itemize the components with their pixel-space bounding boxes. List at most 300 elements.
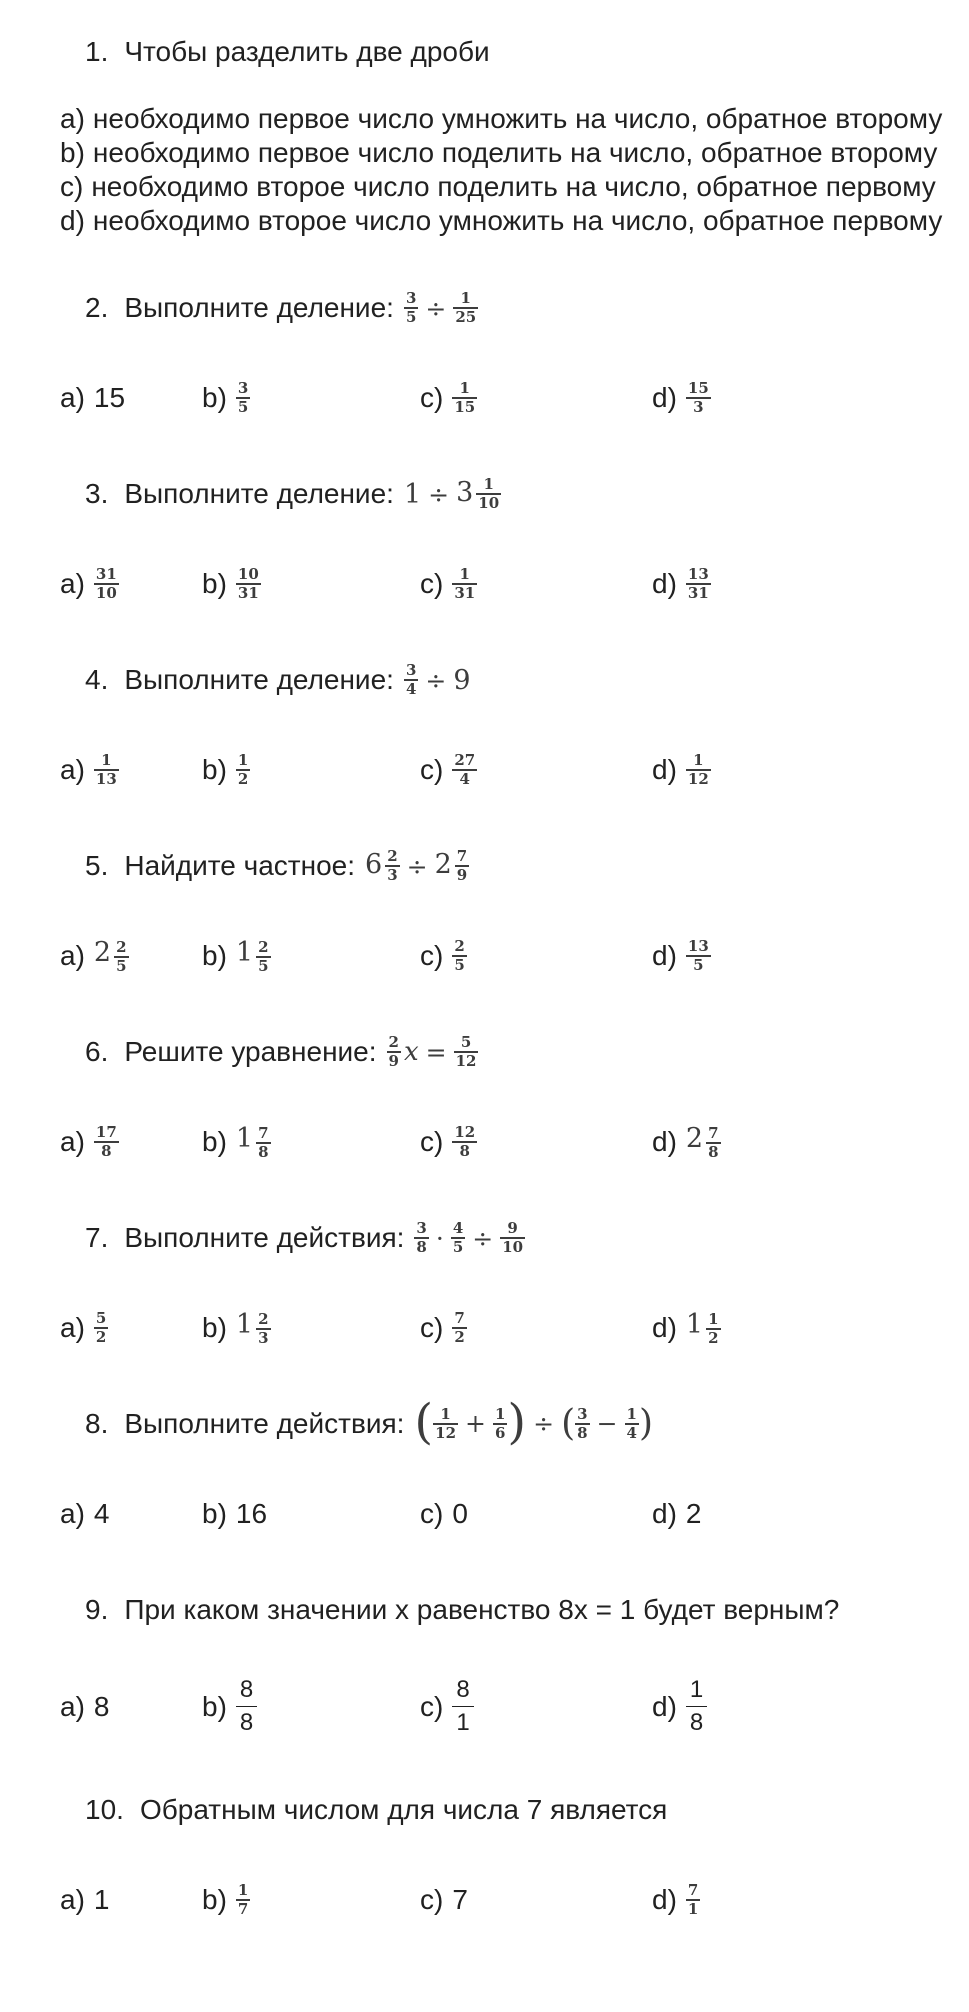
option-content <box>94 1310 108 1347</box>
question-title <box>85 1786 949 1834</box>
fraction-numerator: 1 <box>237 750 249 769</box>
fraction-numerator: 27 <box>454 750 476 769</box>
option-content <box>452 1884 468 1916</box>
option-label: b) <box>202 1883 227 1915</box>
fraction <box>575 1406 589 1443</box>
option-label: d) <box>652 1498 677 1529</box>
math-paren: ) <box>638 1402 654 1444</box>
fraction-numerator: 3 <box>577 1404 588 1423</box>
math-expression <box>365 848 469 885</box>
option-content <box>236 1882 250 1919</box>
question-prompt: Обратным числом для числа 7 является <box>139 1793 668 1825</box>
option-label: a) <box>60 754 85 785</box>
option-label: b) <box>202 382 227 413</box>
option-text: 2 <box>685 1498 702 1529</box>
fraction <box>455 848 469 885</box>
option-a <box>60 382 202 414</box>
option-d <box>652 1498 949 1530</box>
fraction <box>236 1674 257 1740</box>
fraction-numerator: 7 <box>258 1123 269 1142</box>
option-d <box>652 380 949 417</box>
option-text: 0 <box>452 1498 468 1529</box>
fraction <box>236 1882 250 1919</box>
question-number: 2. <box>85 292 109 323</box>
fraction <box>625 1406 639 1443</box>
option-content <box>236 1674 257 1740</box>
fraction <box>114 939 128 976</box>
math-operator: ÷ <box>533 1409 555 1439</box>
mixed-whole: 2 <box>434 849 452 881</box>
mixed-whole: 6 <box>365 849 383 881</box>
fraction-denominator: 4 <box>626 1423 637 1442</box>
math-operator: ÷ <box>472 1223 494 1253</box>
option-text: 4 <box>93 1498 110 1529</box>
fraction-denominator: 2 <box>95 1328 107 1346</box>
fraction-denominator: 8 <box>708 1142 719 1161</box>
fraction-numerator: 2 <box>388 1032 399 1051</box>
question-10 <box>60 1786 949 1926</box>
math-expression <box>404 290 478 327</box>
fraction-numerator: 3 <box>405 288 417 307</box>
fraction-denominator: 3 <box>258 1328 269 1347</box>
fraction <box>706 1125 720 1162</box>
option-content <box>452 380 477 417</box>
math-paren: ( <box>561 1402 576 1444</box>
fraction <box>236 380 250 417</box>
option-content <box>94 1884 110 1916</box>
options-stack <box>60 102 949 238</box>
fraction-denominator: 8 <box>577 1423 588 1442</box>
option-label: a) <box>60 1883 85 1915</box>
options-row <box>60 744 949 796</box>
fraction-numerator: 1 <box>237 1880 249 1899</box>
fraction-denominator: 4 <box>459 770 470 788</box>
option-label: d) <box>652 382 677 413</box>
math-operator: ÷ <box>406 851 428 881</box>
math-expression <box>404 476 501 513</box>
option-label: a) <box>60 939 85 971</box>
mixed-whole: 1 <box>235 1308 254 1340</box>
fraction-denominator: 31 <box>687 584 709 602</box>
fraction-denominator: 12 <box>455 1052 477 1070</box>
option-a <box>60 1310 202 1347</box>
mixed-whole: 3 <box>456 477 474 509</box>
math-operator: + <box>465 1409 486 1439</box>
math-operator: · <box>435 1223 444 1253</box>
option-content <box>452 1310 466 1347</box>
option-content <box>236 566 261 603</box>
fraction-denominator: 15 <box>454 398 476 416</box>
option-label: c) <box>420 754 444 785</box>
option-b <box>60 136 949 170</box>
option-label: a) <box>60 1312 85 1343</box>
option-content <box>94 1691 110 1723</box>
math-expression <box>414 1220 525 1257</box>
fraction-denominator: 10 <box>502 1238 524 1256</box>
option-content <box>452 1498 468 1530</box>
fraction <box>94 566 119 603</box>
fraction <box>686 1674 707 1740</box>
fraction <box>452 1310 466 1347</box>
fraction <box>433 1406 458 1443</box>
question-number: 10. <box>85 1793 124 1825</box>
question-title <box>85 656 949 704</box>
options-row <box>60 372 949 424</box>
option-content <box>686 1674 707 1740</box>
option-content <box>236 1498 267 1530</box>
fraction-numerator: 8 <box>456 1676 470 1703</box>
fraction-denominator: 7 <box>237 1899 249 1918</box>
option-b <box>202 1674 420 1740</box>
fraction <box>94 752 119 789</box>
option-content <box>686 566 711 603</box>
mixed-number <box>236 1123 271 1161</box>
math-operator: = <box>425 1037 447 1067</box>
option-content <box>93 102 942 136</box>
fraction <box>256 939 270 976</box>
fraction <box>476 476 501 513</box>
option-a <box>60 1124 202 1161</box>
fraction-numerator: 2 <box>258 937 269 956</box>
fraction-denominator: 5 <box>405 308 417 326</box>
math-operator: ÷ <box>425 293 447 323</box>
option-text: необходимо второе число поделить на число, обратное первому <box>91 171 936 202</box>
option-content <box>236 1123 271 1161</box>
option-content <box>452 1124 477 1161</box>
question-number: 8. <box>85 1408 109 1439</box>
fraction-denominator: 8 <box>416 1238 427 1256</box>
option-content <box>94 752 119 789</box>
option-label: b) <box>202 568 227 599</box>
option-content <box>236 1309 271 1347</box>
option-content <box>236 752 250 789</box>
question-8 <box>60 1393 949 1540</box>
question-3 <box>60 470 949 610</box>
option-content <box>94 382 125 414</box>
option-label: d) <box>652 568 677 599</box>
option-content <box>686 1123 721 1161</box>
mixed-whole: 1 <box>685 1308 704 1340</box>
math-variable: x <box>403 1037 419 1067</box>
fraction <box>94 1124 119 1161</box>
option-content <box>686 1882 700 1919</box>
fraction-numerator: 5 <box>460 1032 472 1051</box>
fraction-denominator: 1 <box>687 1899 699 1918</box>
options-row <box>60 1874 949 1926</box>
option-c <box>420 938 652 975</box>
fraction-denominator: 5 <box>237 398 249 416</box>
option-text: 15 <box>93 382 126 413</box>
question-title <box>85 1393 949 1450</box>
fraction-numerator: 2 <box>387 846 398 865</box>
option-label: c) <box>60 171 84 202</box>
fraction-denominator: 5 <box>454 956 465 974</box>
question-number: 5. <box>85 850 109 881</box>
fraction-numerator: 3 <box>237 378 249 397</box>
options-row <box>60 1116 949 1168</box>
option-label: d) <box>652 1311 677 1343</box>
fraction-numerator: 2 <box>258 1309 269 1328</box>
option-a <box>60 1884 202 1916</box>
option-label: d) <box>652 1690 677 1722</box>
fraction-denominator: 13 <box>95 770 117 788</box>
fraction <box>451 1220 465 1257</box>
option-label: d) <box>652 1125 677 1157</box>
question-9 <box>60 1586 949 1740</box>
options-row <box>60 1674 949 1740</box>
math-expression <box>414 1393 654 1450</box>
fraction-numerator: 3 <box>405 660 417 679</box>
option-label: d) <box>652 940 677 971</box>
question-5 <box>60 842 949 982</box>
question-prompt: Выполните действия: <box>124 1222 405 1253</box>
option-c <box>420 1674 652 1740</box>
question-title <box>85 28 949 76</box>
options-row <box>60 930 949 982</box>
option-label: c) <box>420 1883 444 1915</box>
fraction-denominator: 31 <box>454 584 476 602</box>
option-content <box>236 937 271 975</box>
mixed-whole: 2 <box>685 1122 704 1154</box>
option-label: d) <box>652 1883 677 1915</box>
option-content <box>452 1674 473 1740</box>
option-c <box>420 1884 652 1916</box>
question-prompt: Выполните деление: <box>124 292 394 323</box>
option-b <box>202 566 420 603</box>
fraction <box>493 1406 507 1443</box>
fraction <box>686 938 711 975</box>
option-content <box>452 938 466 975</box>
option-b <box>202 1498 420 1530</box>
question-prompt: Выполните деление: <box>124 478 394 509</box>
option-label: b) <box>202 1125 227 1157</box>
fraction <box>404 290 418 327</box>
option-content <box>93 136 937 170</box>
fraction-numerator: 1 <box>689 1676 704 1703</box>
question-number: 7. <box>85 1222 109 1253</box>
option-label: c) <box>420 1126 444 1157</box>
fraction <box>453 290 478 327</box>
question-4 <box>60 656 949 796</box>
fraction <box>454 1034 479 1071</box>
fraction-numerator: 13 <box>687 936 709 955</box>
question-prompt: Решите уравнение: <box>124 1036 377 1067</box>
fraction-numerator: 10 <box>237 564 259 583</box>
option-d <box>652 1674 949 1740</box>
option-content <box>94 1498 110 1530</box>
question-7 <box>60 1214 949 1354</box>
fraction <box>452 566 477 603</box>
fraction-denominator: 25 <box>455 308 477 326</box>
option-label: c) <box>420 568 444 599</box>
math-expression <box>404 662 471 699</box>
option-label: b) <box>202 1498 227 1529</box>
mixed-whole: 1 <box>235 936 254 968</box>
question-2 <box>60 284 949 424</box>
option-label: a) <box>60 103 85 134</box>
fraction <box>452 380 477 417</box>
option-text: необходимо первое число умножить на число, обратное второму <box>92 103 943 134</box>
option-content <box>236 380 250 417</box>
option-label: c) <box>420 1690 444 1722</box>
option-b <box>202 1309 420 1347</box>
fraction-denominator: 8 <box>689 1709 704 1737</box>
math-operator: ÷ <box>425 665 447 695</box>
fraction <box>452 1124 477 1161</box>
option-d <box>652 938 949 975</box>
fraction <box>256 1125 270 1162</box>
math-paren: ) <box>507 1393 527 1450</box>
option-label: c) <box>420 1312 444 1343</box>
fraction-numerator: 1 <box>708 1309 719 1328</box>
option-a <box>60 937 202 975</box>
fraction-numerator: 1 <box>101 750 112 769</box>
fraction <box>94 1310 108 1347</box>
fraction <box>385 848 399 885</box>
option-text: 7 <box>452 1883 468 1915</box>
option-label: b) <box>202 939 227 971</box>
fraction <box>686 752 711 789</box>
option-b <box>202 1123 420 1161</box>
question-prompt: Выполните действия: <box>124 1408 405 1439</box>
option-d <box>60 204 949 238</box>
question-number: 1. <box>85 36 109 67</box>
fraction-denominator: 5 <box>452 1238 464 1256</box>
option-c <box>420 566 652 603</box>
option-b <box>202 380 420 417</box>
mixed-number <box>94 937 129 975</box>
option-content <box>94 937 129 975</box>
fraction-denominator: 9 <box>456 866 468 884</box>
option-content <box>686 938 711 975</box>
option-label: a) <box>60 1498 85 1529</box>
fraction-numerator: 1 <box>494 1404 506 1423</box>
fraction-denominator: 2 <box>708 1328 719 1347</box>
fraction <box>686 566 711 603</box>
options-row <box>60 558 949 610</box>
question-title <box>85 1586 949 1634</box>
option-text: 8 <box>93 1690 110 1722</box>
option-content <box>94 566 119 603</box>
fraction-denominator: 3 <box>693 398 704 416</box>
fraction <box>686 1882 700 1919</box>
fraction-numerator: 2 <box>454 936 465 955</box>
fraction-numerator: 1 <box>483 474 494 493</box>
option-a <box>60 1691 202 1723</box>
option-b <box>202 752 420 789</box>
fraction-numerator: 1 <box>460 288 471 307</box>
fraction <box>236 566 261 603</box>
math-operator: − <box>596 1409 618 1439</box>
fraction-numerator: 7 <box>454 1308 465 1327</box>
fraction <box>686 380 711 417</box>
fraction-numerator: 2 <box>116 937 127 956</box>
fraction-denominator: 12 <box>687 770 709 788</box>
option-content <box>686 1309 721 1347</box>
fraction <box>256 1311 270 1348</box>
option-label: a) <box>60 1690 85 1722</box>
fraction-denominator: 9 <box>388 1052 399 1070</box>
option-label: c) <box>420 382 444 413</box>
option-a <box>60 102 949 136</box>
fraction-denominator: 6 <box>494 1423 506 1442</box>
fraction-numerator: 7 <box>708 1123 719 1142</box>
mixed-number <box>365 848 400 885</box>
option-label: b) <box>202 1311 227 1343</box>
fraction <box>452 938 466 975</box>
option-label: c) <box>420 1498 444 1529</box>
fraction-denominator: 5 <box>116 956 127 975</box>
fraction-denominator: 10 <box>95 584 117 602</box>
fraction-numerator: 8 <box>239 1676 254 1703</box>
fraction-denominator: 10 <box>478 494 500 512</box>
mixed-number <box>435 848 470 885</box>
fraction-numerator: 7 <box>456 846 468 865</box>
mixed-number <box>456 476 501 513</box>
fraction-numerator: 31 <box>95 564 117 583</box>
fraction-denominator: 8 <box>101 1142 112 1160</box>
fraction <box>404 662 418 699</box>
mixed-number <box>236 937 271 975</box>
fraction-numerator: 13 <box>687 564 709 583</box>
fraction <box>414 1220 428 1257</box>
option-a <box>60 1498 202 1530</box>
option-label: b) <box>202 754 227 785</box>
option-d <box>652 1123 949 1161</box>
option-d <box>652 1882 949 1919</box>
option-c <box>60 170 949 204</box>
option-content <box>94 1124 119 1161</box>
math-operator: ÷ <box>428 479 450 509</box>
fraction-numerator: 1 <box>693 750 704 769</box>
fraction-denominator: 4 <box>405 680 417 698</box>
fraction <box>452 1674 473 1740</box>
fraction-denominator: 5 <box>693 956 704 974</box>
question-6 <box>60 1028 949 1168</box>
fraction <box>387 1034 401 1071</box>
fraction-denominator: 8 <box>258 1142 269 1161</box>
question-number: 9. <box>85 1594 109 1625</box>
option-label: a) <box>60 382 85 413</box>
mixed-whole: 2 <box>93 936 112 968</box>
fraction-numerator: 9 <box>507 1218 518 1237</box>
option-c <box>420 1124 652 1161</box>
mixed-whole: 1 <box>235 1122 254 1154</box>
fraction <box>706 1311 720 1348</box>
option-label: d) <box>652 754 677 785</box>
option-content <box>686 380 711 417</box>
math-number: 1 <box>403 478 422 510</box>
question-prompt: При каком значении x равенство 8x = 1 будет верным? <box>124 1594 840 1625</box>
option-text: необходимо второе число умножить на число, обратное первому <box>92 205 943 236</box>
question-title <box>85 1028 949 1076</box>
question-title <box>85 1214 949 1262</box>
fraction-denominator: 31 <box>237 584 259 602</box>
question-title <box>85 470 949 518</box>
fraction-numerator: 5 <box>95 1308 107 1327</box>
math-paren: ( <box>414 1393 434 1450</box>
option-text: 16 <box>235 1498 268 1529</box>
option-a <box>60 752 202 789</box>
option-b <box>202 1882 420 1919</box>
fraction-numerator: 3 <box>416 1218 427 1237</box>
fraction-denominator: 8 <box>239 1709 254 1737</box>
fraction <box>452 752 477 789</box>
fraction-numerator: 12 <box>454 1122 476 1141</box>
fraction <box>236 752 250 789</box>
question-title <box>85 842 949 890</box>
fraction-numerator: 1 <box>459 564 470 583</box>
